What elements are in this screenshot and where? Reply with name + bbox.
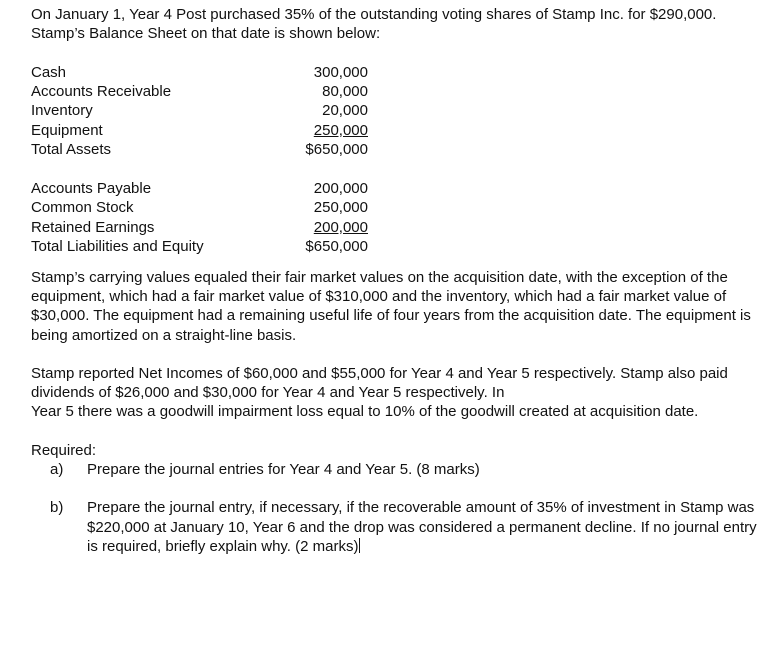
balance-sheet-row: [31, 63, 368, 82]
total-label: Total Assets: [31, 141, 112, 159]
text-cursor: [359, 538, 360, 553]
balance-sheet-row: [31, 179, 368, 198]
document-page: [31, 5, 771, 556]
row-label: Accounts Receivable: [31, 83, 172, 100]
balance-sheet-row: [31, 198, 368, 217]
requirement-text: Prepare the journal entries for Year 4 and Year 5. (8 marks): [87, 461, 480, 479]
requirement-letter: a): [50, 461, 64, 479]
row-label: Cash: [31, 63, 67, 81]
row-amount: 80,000: [322, 83, 368, 100]
spacer-row: [31, 160, 368, 179]
requirement-text: Prepare the journal entry, if necessary, if the recoverable amount of 35% of investment in Stamp was $220,000 at January 10, Year 6 and the drop was considered a permanent decline. If no journal entry is required, briefly explain why. (2 marks): [87, 499, 757, 555]
total-liabilities-row: [31, 237, 368, 256]
balance-sheet-row: [31, 218, 368, 237]
underlined-amount: 200,000: [313, 218, 368, 236]
row-amount: 300,000: [313, 63, 368, 81]
row-label: Common Stock: [31, 199, 134, 217]
income-paragraph: [31, 364, 771, 422]
row-label: Inventory: [31, 102, 93, 120]
total-label: Total Liabilities and Equity: [31, 238, 204, 256]
requirement-letter: b): [50, 499, 64, 517]
intro-paragraph: On January 1, Year 4 Post purchased 35% of the outstanding voting shares of Stamp Inc. for $290,000. Stamp’s Balance Sheet on that date is shown below:: [31, 6, 717, 43]
row-amount: 200,000: [313, 180, 368, 198]
row-label: Retained Earnings: [31, 218, 155, 236]
total-assets-row: [31, 140, 368, 159]
row-amount: 20,000: [322, 102, 368, 120]
total-amount: $650,000: [305, 238, 368, 256]
required-section: [31, 441, 771, 556]
row-label: Accounts Payable: [31, 180, 152, 198]
required-heading: Required:: [31, 441, 97, 459]
requirement-b: [50, 498, 771, 556]
income-paragraph-line: Year 5 there was a goodwill impairment loss equal to 10% of the goodwill created at acquisition date.: [31, 403, 699, 421]
row-amount: 250,000: [313, 199, 368, 217]
underlined-amount: 250,000: [313, 121, 368, 139]
total-amount: $650,000: [305, 141, 368, 159]
requirement-text-wrap: [87, 498, 771, 556]
row-amount: [298, 218, 368, 237]
row-amount: [298, 121, 368, 140]
balance-sheet-row: [31, 121, 368, 140]
income-paragraph-line: Stamp reported Net Incomes of $60,000 and $55,000 for Year 4 and Year 5 respectively. Stamp also paid dividends of $26,000 and $30,000 for Year 4 and Year 5 respectively. In: [31, 364, 728, 402]
fair-value-paragraph: Stamp’s carrying values equaled their fair market values on the acquisition date, with the exception of the equipment, which had a fair market value of $310,000 and the inventory, which had a fair market value of $30,000. The equipment had a remaining useful life of four years from the acquisition date. The equipment is being amortized on a straight-line basis.: [31, 268, 751, 344]
balance-sheet: [31, 63, 368, 257]
balance-sheet-row: [31, 82, 368, 101]
balance-sheet-row: [31, 101, 368, 120]
requirement-a: [50, 460, 771, 479]
row-label: Equipment: [31, 121, 103, 139]
